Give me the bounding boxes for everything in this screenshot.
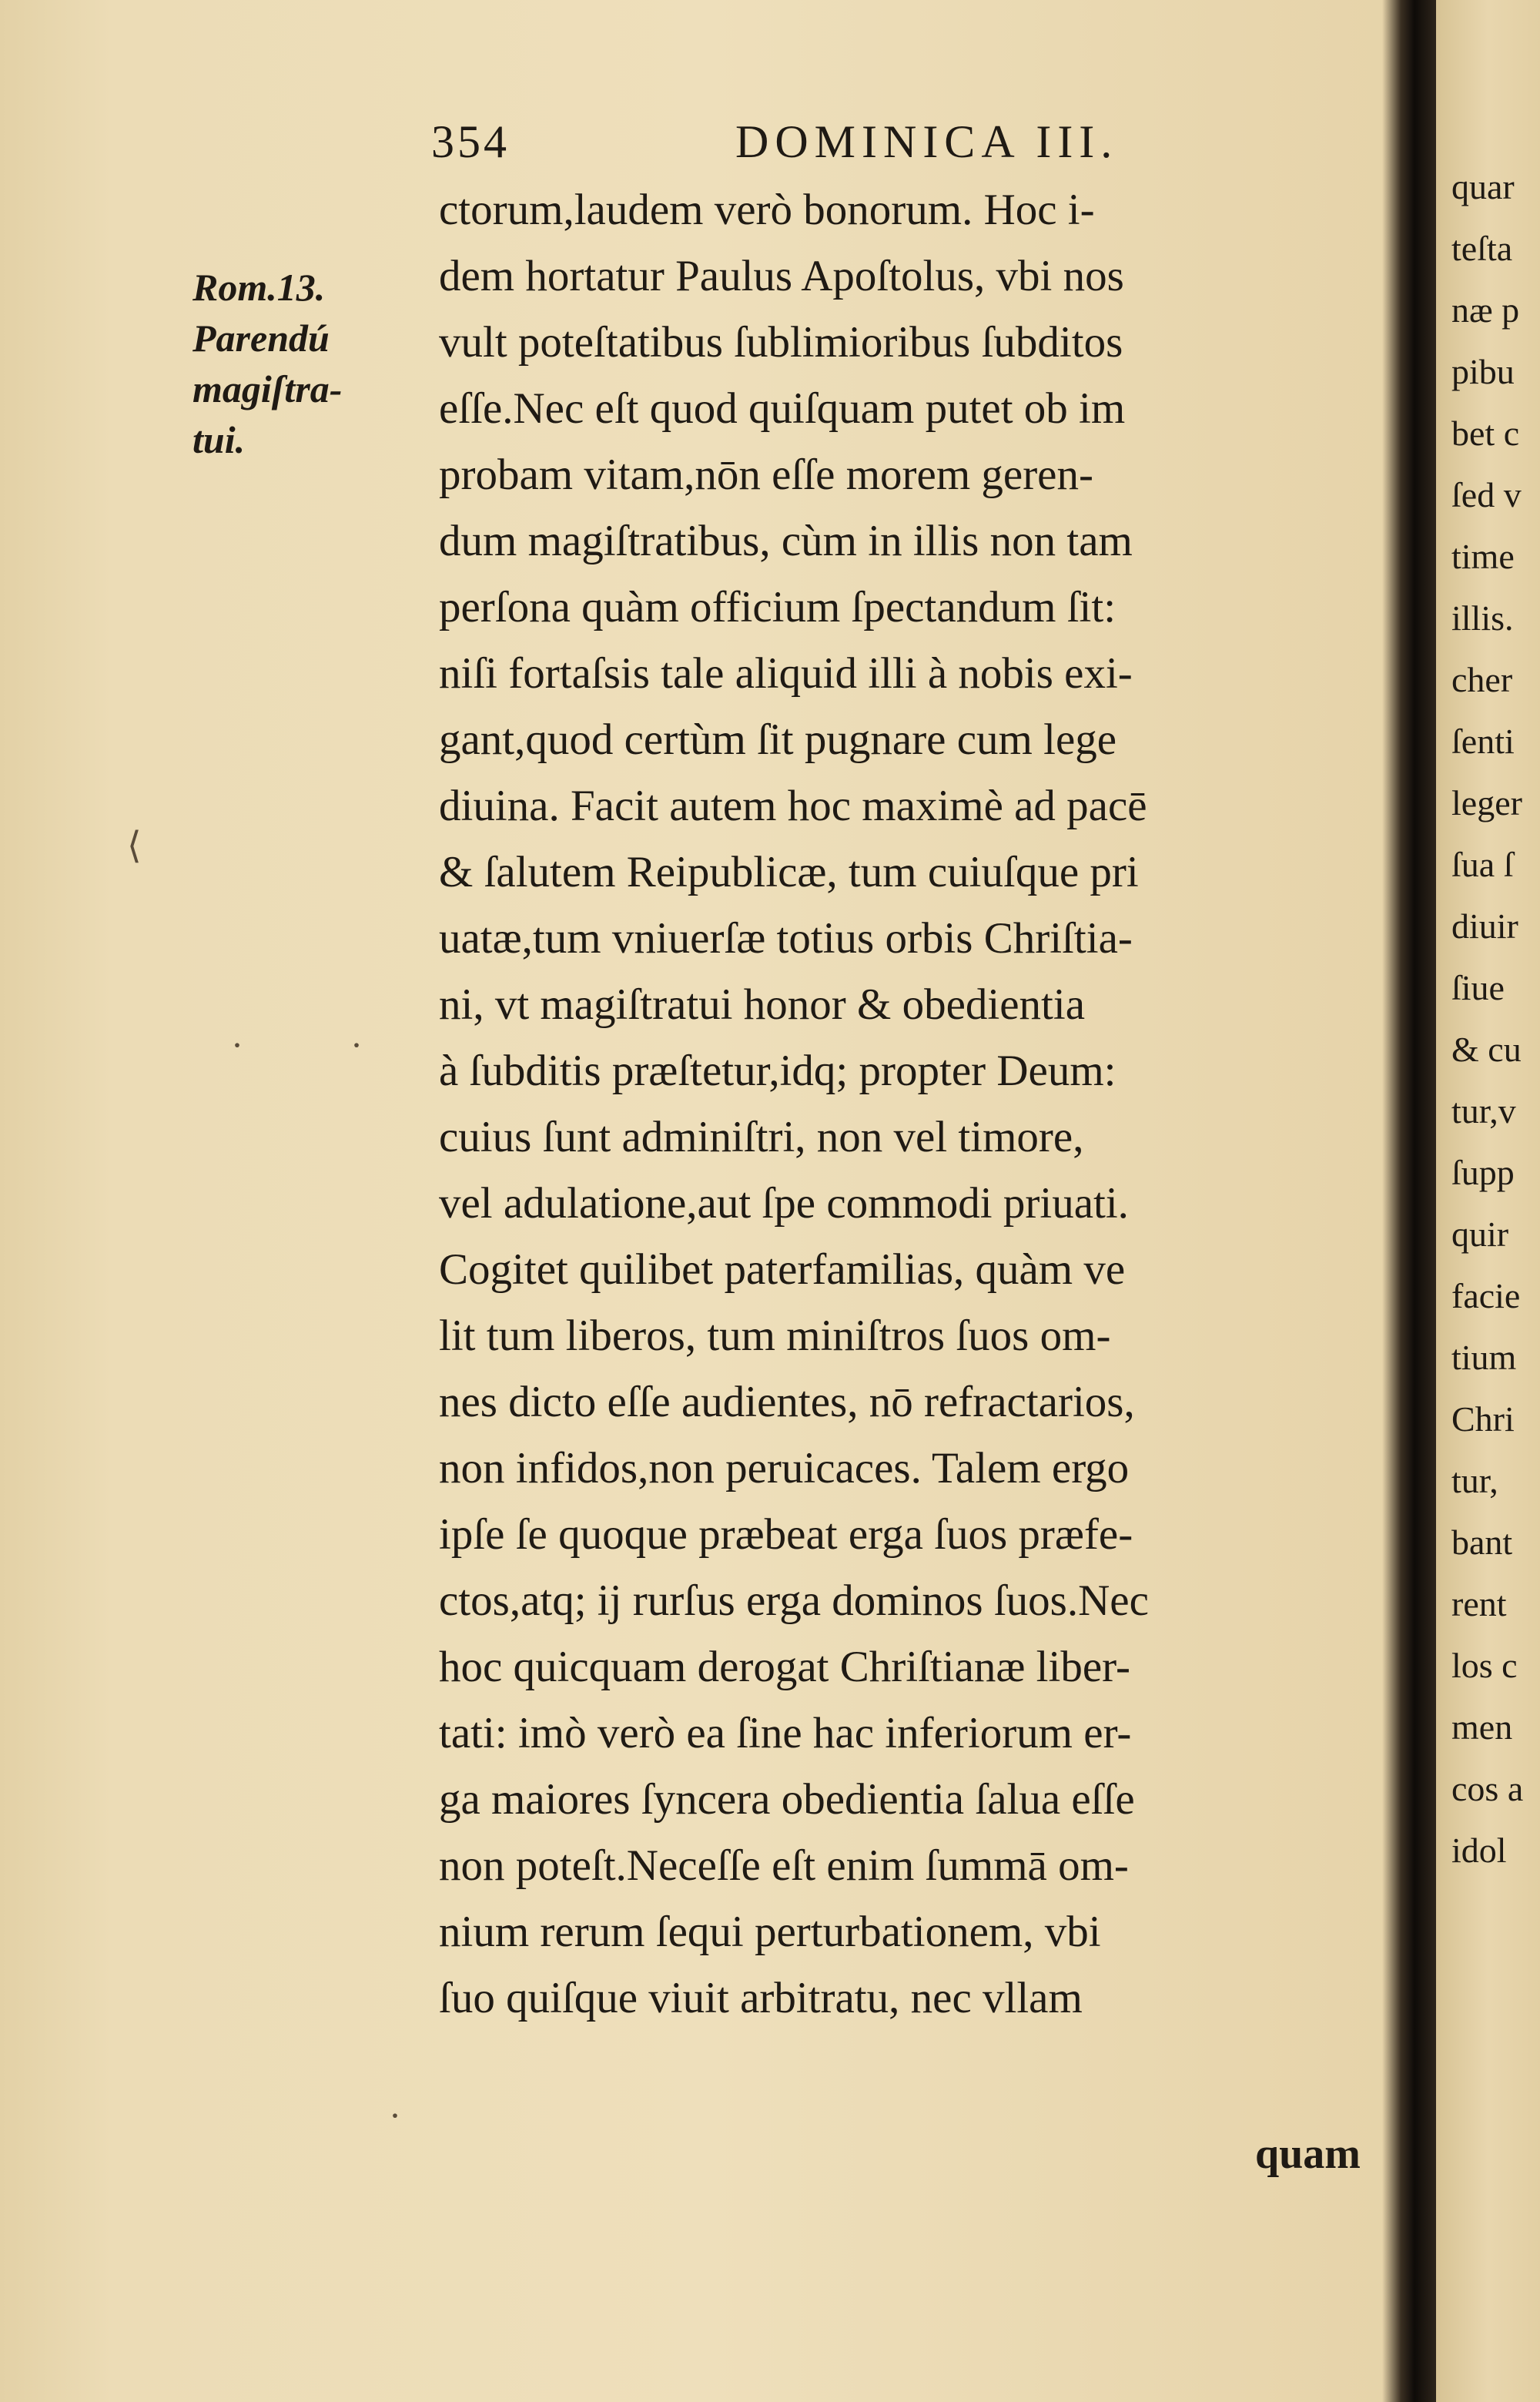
running-head: DOMINICA III. [735,116,1119,167]
text-line: uatæ,tum vniuerſæ totius orbis Chriſtia- [439,914,1133,963]
book-gutter [1382,0,1436,2402]
right-page-fragment: cos a [1451,1769,1524,1808]
right-page-fragment: tur, [1451,1461,1498,1500]
right-page-fragment: ſupp [1451,1153,1515,1192]
text-line: gant,quod certùm ſit pugnare cum lege [439,715,1117,764]
text-line: niſi fortaſsis tale aliquid illi à nobis exi- [439,649,1133,698]
stray-dot-mark: · [231,1025,243,1066]
text-line: dum magiſtratibus, cùm in illis non tam [439,517,1133,565]
text-line: eſſe.Nec eſt quod quiſquam putet ob im [439,384,1126,433]
text-line: tati: imò verò ea ſine hac inferiorum er- [439,1709,1132,1757]
right-page-fragment: rent [1451,1584,1507,1623]
right-page-fragment: & cu [1451,1030,1522,1069]
margin-note: Rom.13. [192,266,326,309]
right-page-fragment: quar [1451,167,1515,206]
right-page-fragment: ſiue [1451,968,1505,1007]
right-page-fragment: facie [1451,1276,1521,1315]
text-line: cuius ſunt adminiſtri, non vel timore, [439,1113,1084,1161]
text-line: ctorum,laudem verò bonorum. Hoc i- [439,186,1095,234]
main-text-block [439,177,1382,2032]
right-page-fragment: ſed v [1451,475,1522,514]
text-line: dem hortatur Paulus Apoſtolus, vbi nos [439,252,1124,300]
text-line: ctos,atq; ij rurſus erga dominos ſuos.Nec [439,1576,1149,1625]
right-page-fragment: time [1451,537,1515,576]
text-line: vult poteſtatibus ſublimioribus ſubditos [439,318,1123,367]
right-page-fragment: næ p [1451,290,1520,330]
page-header [431,116,1355,177]
right-page-fragment: men [1451,1707,1513,1747]
right-page-fragment: quir [1451,1214,1509,1254]
text-line: à ſubditis præſtetur,idq; propter Deum: [439,1047,1116,1095]
right-page-fragment: leger [1451,783,1522,822]
text-line: ipſe ſe quoque præbeat erga ſuos præfe- [439,1510,1133,1559]
right-page-fragment: teſta [1451,229,1513,268]
right-page-fragment: idol [1451,1831,1507,1870]
right-page-fragment: tium [1451,1338,1517,1377]
text-line: Cogitet quilibet paterfamilias, quàm ve [439,1245,1126,1294]
margin-note: tui. [192,418,246,461]
stray-dot-mark: · [389,2095,401,2136]
right-page-fragment: bet c [1451,414,1520,453]
right-page-fragment: Chri [1451,1399,1515,1439]
stray-dot-mark: · [350,1025,363,1066]
right-page-fragment: pibu [1451,352,1515,391]
text-line: nes dicto eſſe audientes, nō refractarios, [439,1378,1135,1426]
margin-note: Parendú [192,317,330,360]
text-line: nium rerum ſequi perturbationem, vbi [439,1908,1101,1956]
margin-notes [192,262,431,465]
text-line: probam vitam,nōn eſſe morem geren- [439,451,1093,499]
page-number: 354 [431,116,510,167]
text-line: hoc quicquam derogat Chriſtianæ liber- [439,1643,1130,1691]
catchword: quam [1255,2130,1361,2178]
right-page-fragment: diuir [1451,906,1518,946]
right-page-fragment: los c [1451,1646,1518,1685]
text-line: & ſalutem Reipublicæ, tum cuiuſque pri [439,848,1139,896]
text-line: lit tum liberos, tum miniſtros ſuos om- [439,1312,1111,1360]
text-line: ga maiores ſyncera obedientia ſalua eſſe [439,1775,1135,1824]
text-line: vel adulatione,aut ſpe commodi priuati. [439,1179,1129,1228]
stray-pencil-mark: ⟨ [127,826,142,866]
right-page-fragment: ſua ſ [1451,845,1514,884]
right-page-fragment: cher [1451,660,1513,699]
text-line: ſuo quiſque viuit arbitratu, nec vllam [439,1974,1083,2022]
text-line: non poteſt.Neceſſe eſt enim ſummā om- [439,1841,1129,1890]
right-page-fragment: tur,v [1451,1091,1516,1131]
text-line: diuina. Facit autem hoc maximè ad pacē [439,782,1147,830]
text-line: ni, vt magiſtratui honor & obedientia [439,980,1085,1029]
margin-note: magiſtra- [192,367,343,410]
right-page-fragment: illis. [1451,598,1514,638]
text-line: non infidos,non peruicaces. Talem ergo [439,1444,1130,1492]
right-page-fragment: ſenti [1451,722,1515,761]
right-page-fragment: bant [1451,1523,1513,1562]
text-line: perſona quàm officium ſpectandum ſit: [439,583,1116,631]
